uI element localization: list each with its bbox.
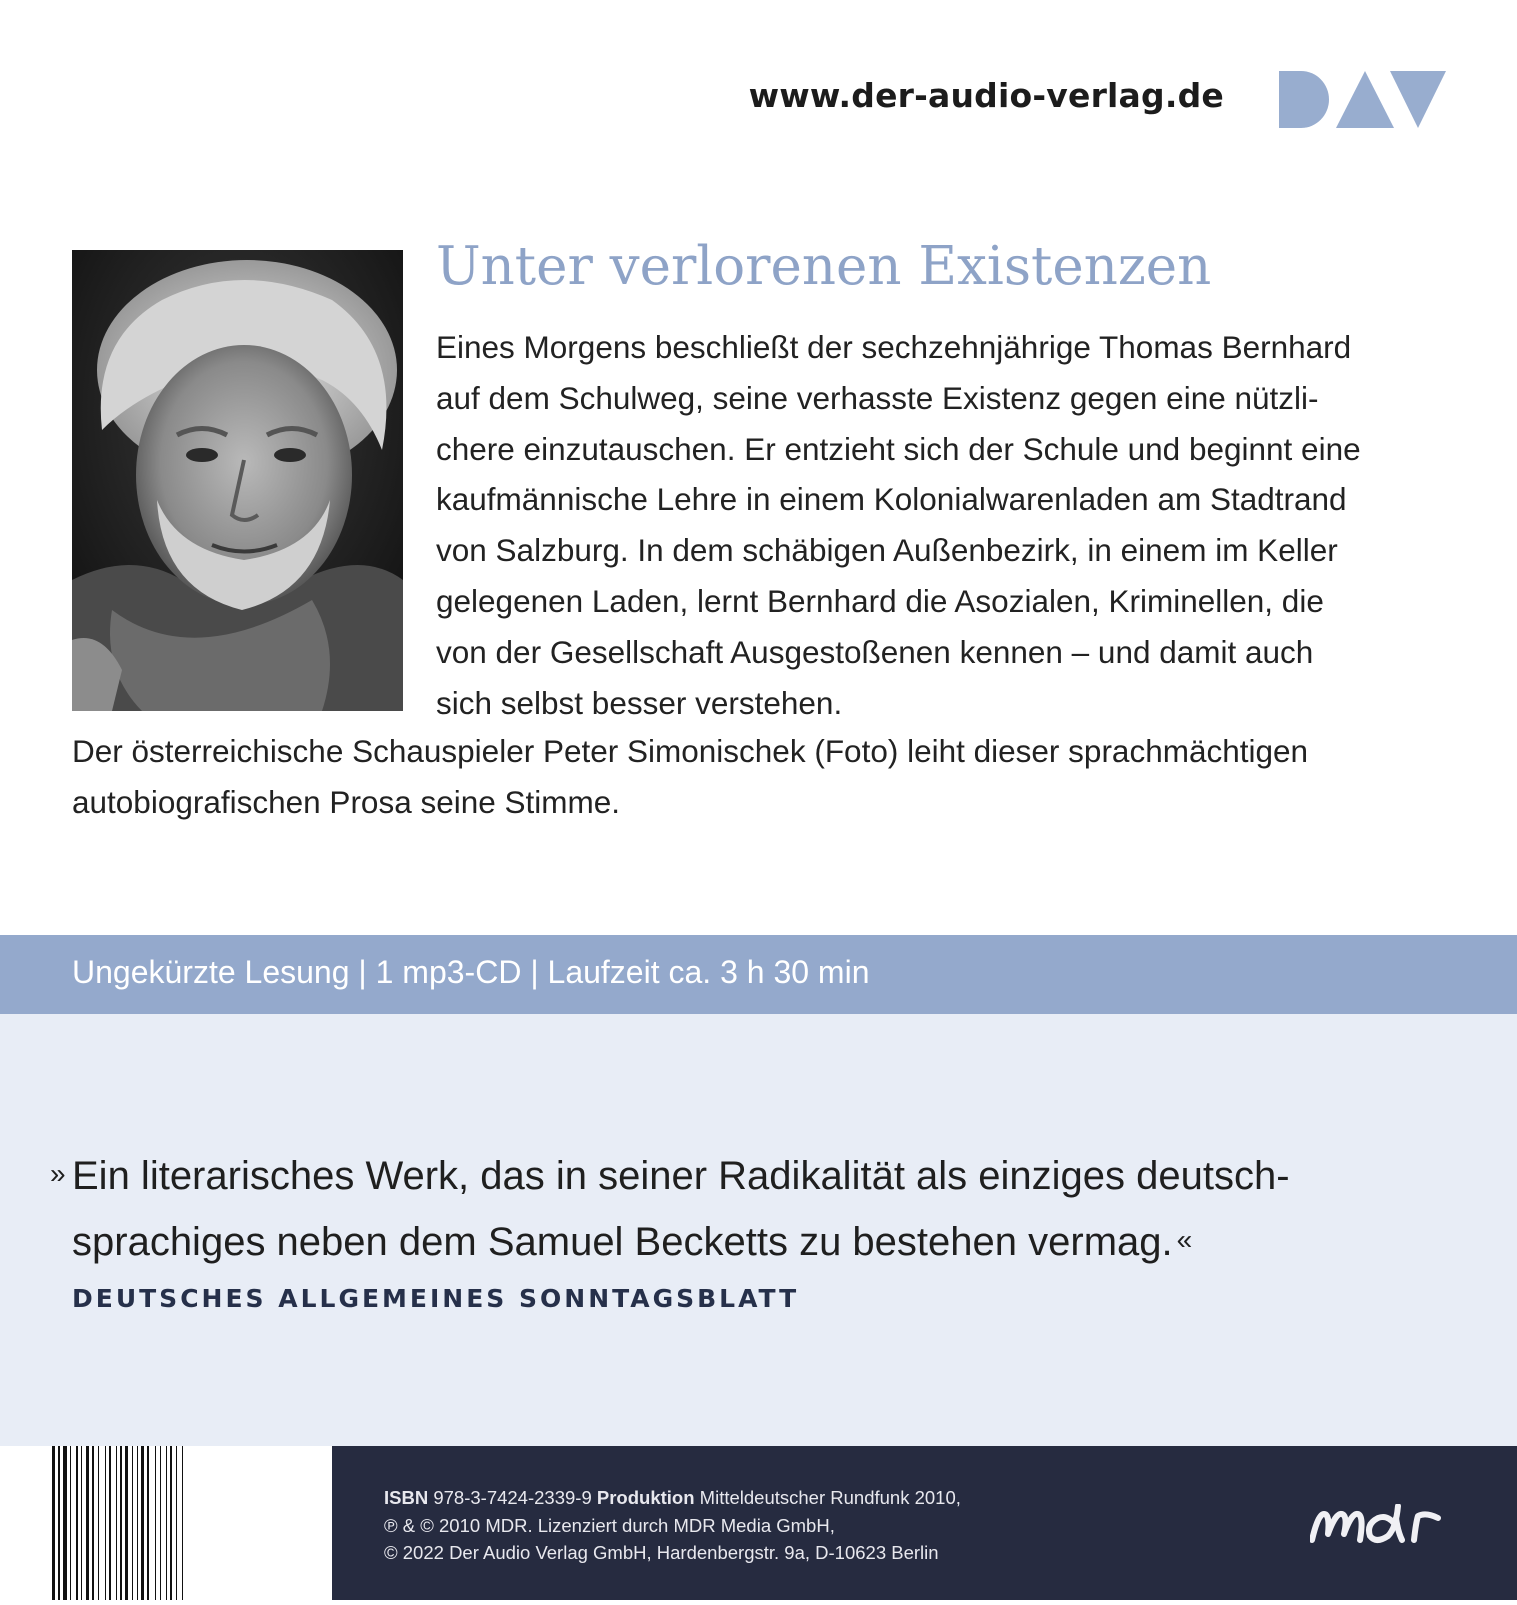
description-line: sich selbst besser verstehen. xyxy=(436,684,843,721)
barcode-bar xyxy=(52,1446,55,1600)
review-quote xyxy=(50,1142,1290,1274)
barcode-bar xyxy=(141,1446,144,1600)
barcode-bar xyxy=(147,1446,149,1600)
quote-source: DEUTSCHES ALLGEMEINES SONNTAGSBLATT xyxy=(72,1284,800,1313)
dav-logo xyxy=(1279,71,1446,128)
barcode-bar xyxy=(132,1446,133,1600)
barcode-bar xyxy=(120,1446,122,1600)
portrait-photo xyxy=(72,250,403,711)
footer xyxy=(0,1446,1517,1600)
barcode-bar xyxy=(105,1446,106,1600)
quote-line: Ein literarisches Werk, das in seiner Radikalität als einziges deutsch- xyxy=(72,1154,1290,1198)
barcode-bar xyxy=(182,1446,183,1600)
license-line: ℗ & © 2010 MDR. Lizenziert durch MDR Media GmbH, xyxy=(384,1514,835,1536)
barcode-bar xyxy=(92,1446,94,1600)
barcode-bar xyxy=(125,1446,128,1600)
barcode-bar xyxy=(76,1446,78,1600)
barcode-bar xyxy=(176,1446,177,1600)
barcode-bar xyxy=(86,1446,89,1600)
description-line: Eines Morgens beschließt der sechzehnjährige Thomas Bernhard xyxy=(436,329,1352,365)
legal-panel xyxy=(332,1446,1517,1600)
barcode-bar xyxy=(109,1446,111,1600)
reader-line: Der österreichische Schauspieler Peter Simonischek (Foto) leiht dieser sprachmächtigen xyxy=(72,733,1309,769)
reader-description xyxy=(72,726,1452,828)
portrait-photo-icon xyxy=(72,250,403,711)
barcode xyxy=(0,1446,332,1600)
book-title: Unter verlorenen Existenzen xyxy=(436,236,1212,297)
header xyxy=(0,0,1517,150)
quote-close-mark: « xyxy=(1176,1224,1193,1255)
barcode-bar xyxy=(170,1446,172,1600)
barcode-bar xyxy=(58,1446,60,1600)
production-label: Produktion xyxy=(596,1487,695,1508)
quote-section xyxy=(0,1014,1517,1446)
legal-text xyxy=(384,1484,961,1567)
production-value: Mitteldeutscher Rundfunk 2010, xyxy=(699,1487,961,1508)
description-line: auf dem Schulweg, seine verhasste Existenz gegen eine nützli- xyxy=(436,379,1319,416)
isbn-value: 978-3-7424-2339-9 xyxy=(433,1487,592,1508)
barcode-bar xyxy=(116,1446,117,1600)
publisher-url[interactable]: www.der-audio-verlag.de xyxy=(748,76,1224,115)
barcode-bar xyxy=(155,1446,156,1600)
quote-open-mark: » xyxy=(50,1158,66,1189)
barcode-bar xyxy=(137,1446,138,1600)
barcode-bar xyxy=(98,1446,99,1600)
reader-line: autobiografischen Prosa seine Stimme. xyxy=(72,783,621,820)
barcode-bar xyxy=(166,1446,167,1600)
description-line: chere einzutauschen. Er entzieht sich der Schule und beginnt eine xyxy=(436,430,1361,467)
barcode-icon xyxy=(0,1446,332,1600)
quote-line: sprachiges neben dem Samuel Becketts zu bestehen vermag. xyxy=(72,1220,1173,1264)
description-line: von Salzburg. In dem schäbigen Außenbezirk, in einem im Keller xyxy=(436,532,1338,569)
description-line: gelegenen Laden, lernt Bernhard die Asozialen, Kriminellen, die xyxy=(436,582,1324,619)
description-line: von der Gesellschaft Ausgestoßenen kennen – und damit auch xyxy=(436,633,1314,670)
barcode-bar xyxy=(160,1446,161,1600)
book-description xyxy=(436,322,1446,728)
isbn-label: ISBN xyxy=(384,1487,429,1508)
barcode-bar xyxy=(63,1446,67,1600)
barcode-bar xyxy=(70,1446,71,1600)
mdr-logo xyxy=(1310,1504,1446,1546)
barcode-bar xyxy=(81,1446,82,1600)
info-band xyxy=(0,935,1517,1014)
copyright-line: © 2022 Der Audio Verlag GmbH, Hardenbergstr. 9a, D-10623 Berlin xyxy=(384,1542,939,1563)
format-info: Ungekürzte Lesung | 1 mp3-CD | Laufzeit ca. 3 h 30 min xyxy=(72,954,870,990)
description-line: kaufmännische Lehre in einem Kolonialwarenladen am Stadtrand xyxy=(436,481,1347,518)
